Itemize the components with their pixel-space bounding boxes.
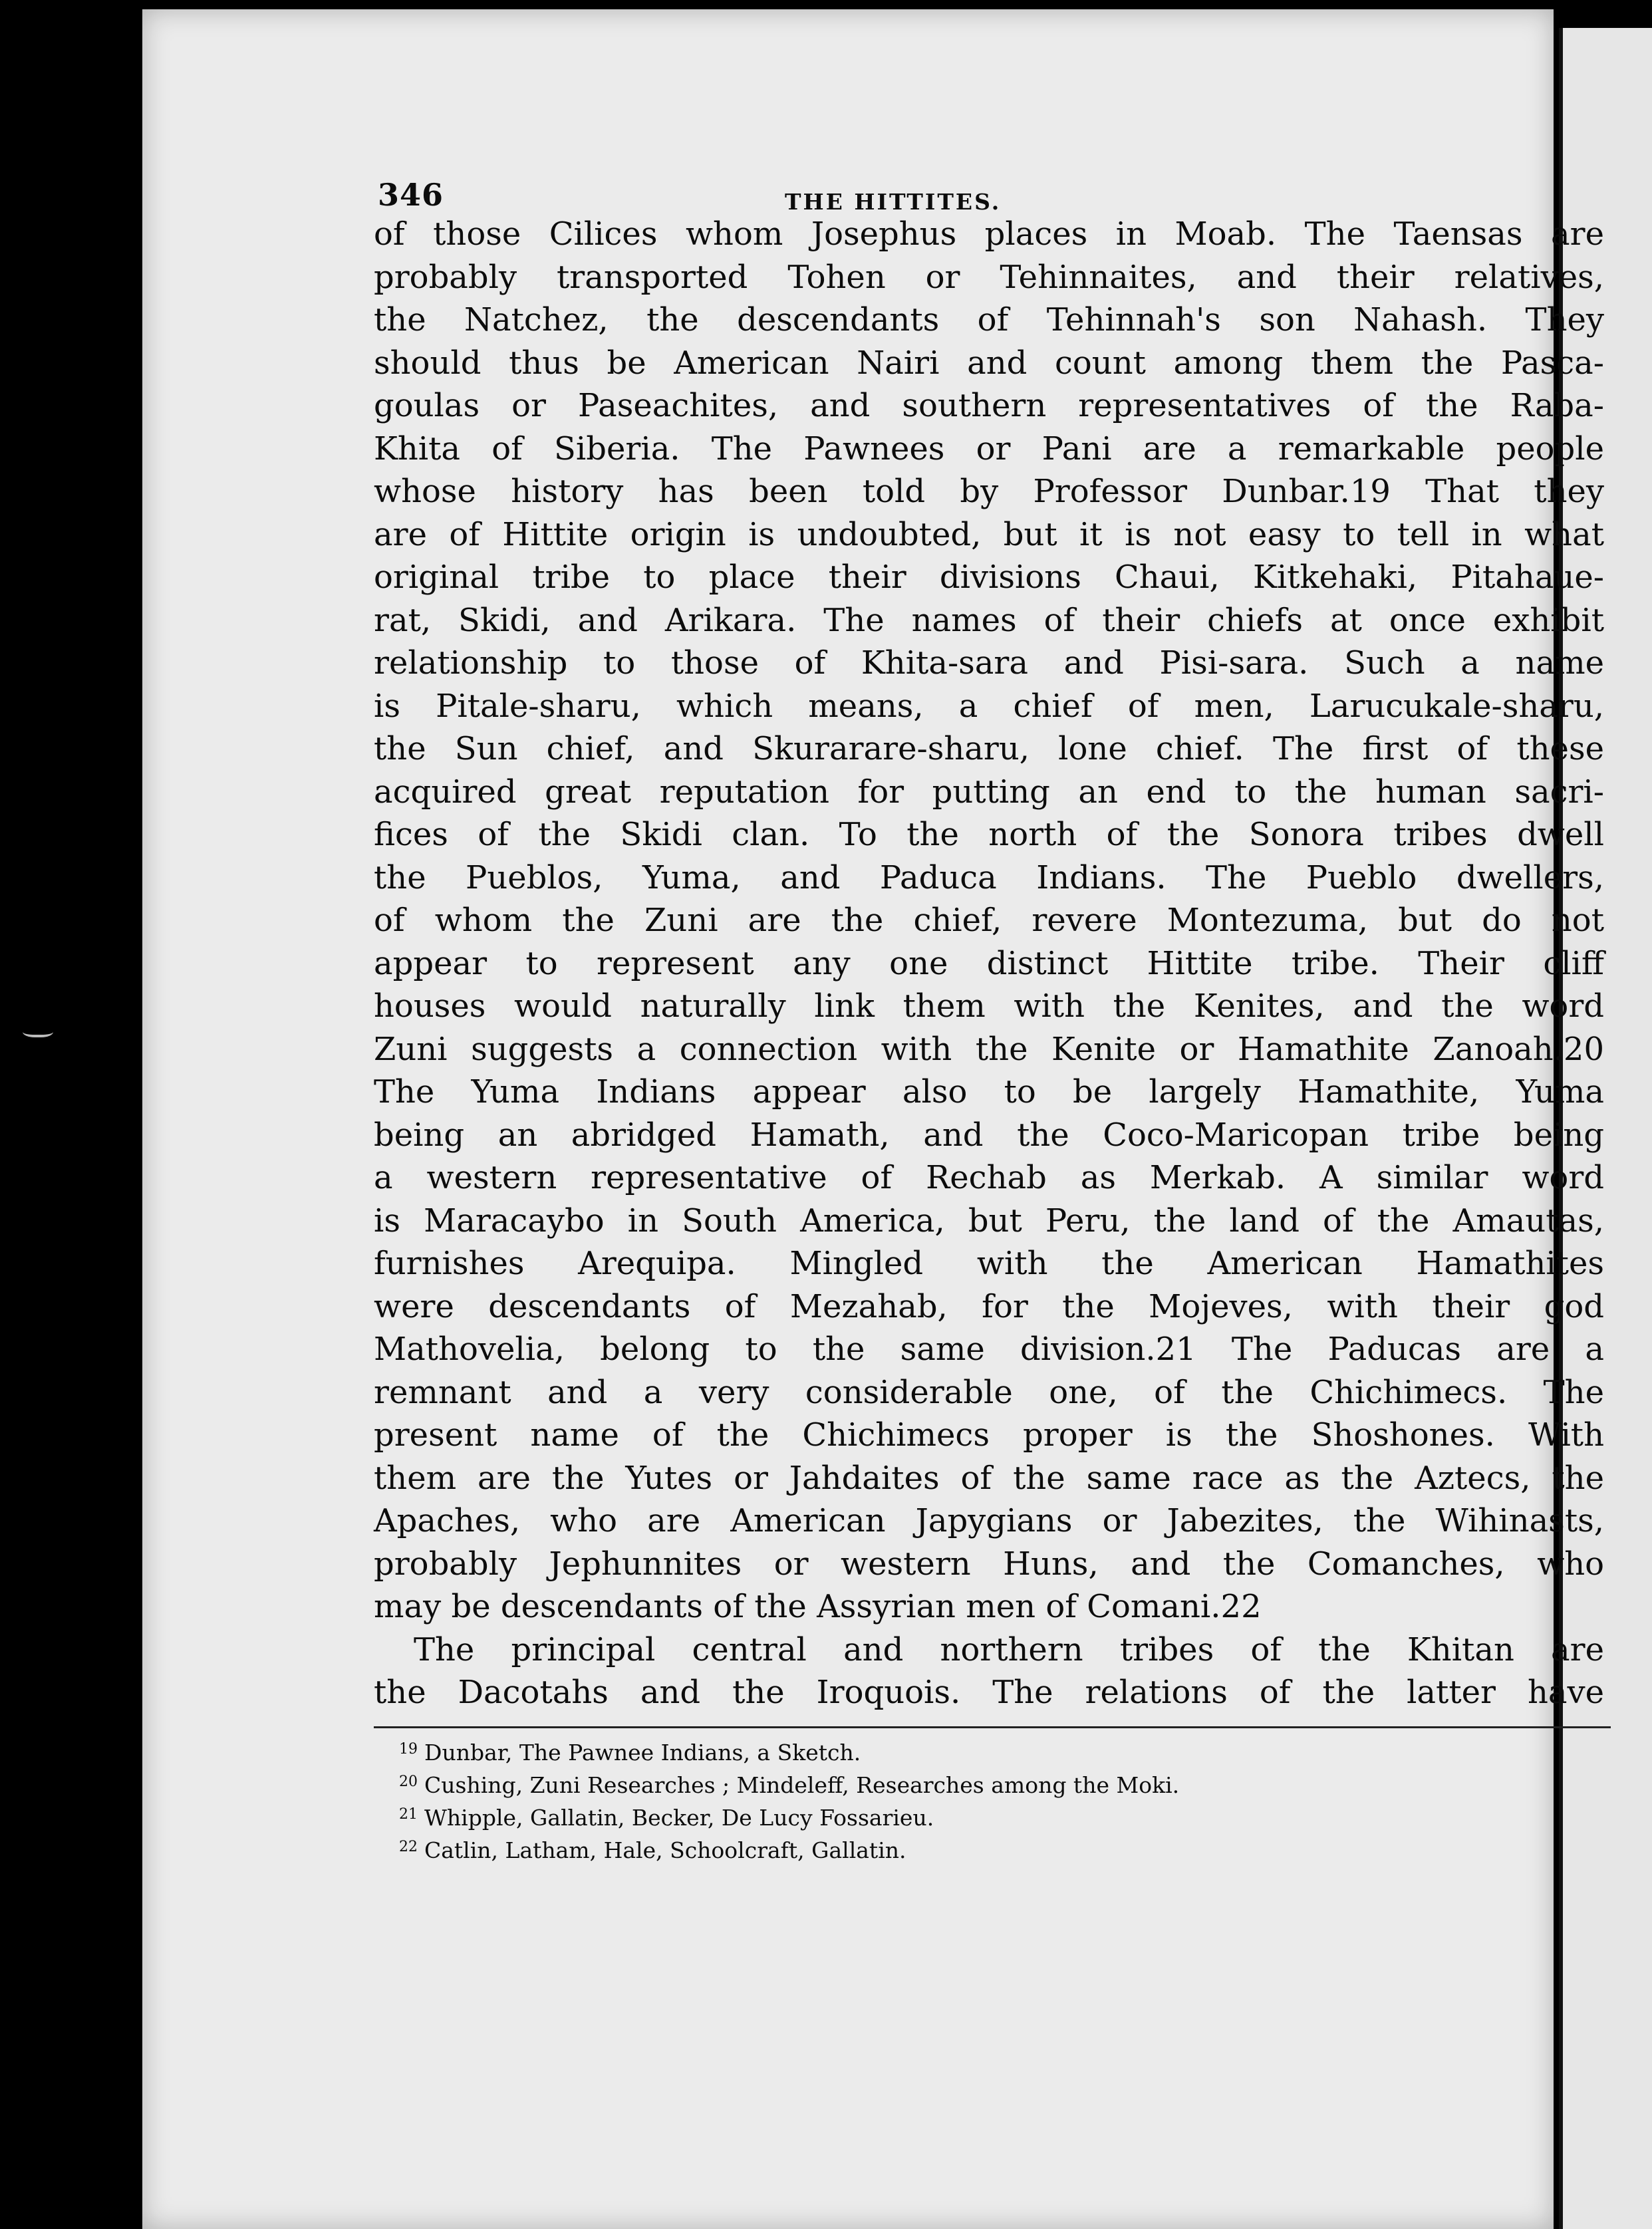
text-line: furnishes Arequipa. Mingled with the American Hamathites xyxy=(374,1245,1604,1282)
text-line: acquired great reputation for putting an end to the human sacri- xyxy=(374,773,1604,811)
text-line: may be descendants of the Assyrian men of Comani.22 xyxy=(374,1588,1262,1625)
page-content xyxy=(226,160,1604,1865)
text-line: goulas or Paseachites, and southern representatives of the Raba- xyxy=(374,387,1604,424)
text-line: probably transported Tohen or Tehinnaites, and their relatives, xyxy=(374,258,1604,296)
text-line: original tribe to place their divisions Chaui, Kitkehaki, Pitahaue- xyxy=(374,559,1604,596)
text-line: whose history has been told by Professor Dunbar.19 That they xyxy=(374,473,1604,510)
footnote-text: Whipple, Gallatin, Becker, De Lucy Fossarieu. xyxy=(424,1804,934,1831)
text-line: The Yuma Indians appear also to be largely Hamathite, Yuma xyxy=(374,1073,1604,1111)
text-line: are of Hittite origin is undoubted, but it is not easy to tell in what xyxy=(374,515,1604,553)
text-line: should thus be American Nairi and count among them the Pasca- xyxy=(374,344,1604,382)
text-line: is Maracaybo in South America, but Peru, the land of the Amautas, xyxy=(374,1202,1604,1240)
footnote-rule xyxy=(374,1726,1611,1728)
scan-artifact xyxy=(23,1024,53,1037)
text-line: probably Jephunnites or western Huns, and the Comanches, who xyxy=(374,1545,1604,1583)
text-line: is Pitale-sharu, which means, a chief of men, Larucukale-sharu, xyxy=(374,687,1604,725)
footnotes xyxy=(226,1735,1383,1865)
text-line: houses would naturally link them with the Kenites, and the word xyxy=(374,987,1604,1025)
footnote-text: Dunbar, The Pawnee Indians, a Sketch. xyxy=(424,1739,861,1766)
text-line: the Natchez, the descendants of Tehinnah's son Nahash. They xyxy=(374,301,1604,338)
text-line: were descendants of Mezahab, for the Mojeves, with their god xyxy=(374,1287,1604,1325)
text-line: Apaches, who are American Japygians or Jabezites, the Wihinasts, xyxy=(374,1502,1604,1539)
text-line: The principal central and northern tribes of the Khitan are xyxy=(414,1631,1604,1668)
running-title: THE HITTITES. xyxy=(785,189,1002,215)
text-line: of those Cilices whom Josephus places in Moab. The Taensas are xyxy=(374,215,1604,253)
footnote xyxy=(399,1800,1383,1833)
text-line: rat, Skidi, and Arikara. The names of their chiefs at once exhibit xyxy=(374,601,1604,639)
footnote xyxy=(399,1833,1383,1865)
running-head xyxy=(226,160,1383,213)
text-line: being an abridged Hamath, and the Coco-Maricopan tribe being xyxy=(374,1116,1604,1154)
body-text xyxy=(226,213,1604,1714)
footnote-number: 22 xyxy=(399,1838,418,1855)
text-line: present name of the Chichimecs proper is the Shoshones. With xyxy=(374,1416,1604,1454)
text-line: relationship to those of Khita-sara and Pisi-sara. Such a name xyxy=(374,644,1604,682)
text-line: the Dacotahs and the Iroquois. The relations of the latter have xyxy=(374,1674,1604,1711)
text-line: the Sun chief, and Skurarare-sharu, lone chief. The first of these xyxy=(374,730,1604,767)
footnote-number: 19 xyxy=(399,1740,418,1758)
text-line: remnant and a very considerable one, of the Chichimecs. The xyxy=(374,1373,1604,1411)
text-line: the Pueblos, Yuma, and Paduca Indians. The Pueblo dwellers, xyxy=(374,858,1604,896)
page-number: 346 xyxy=(378,177,444,213)
text-line: Mathovelia, belong to the same division.21 The Paducas are a xyxy=(374,1331,1604,1368)
text-line: them are the Yutes or Jahdaites of the same race as the Aztecs, the xyxy=(374,1459,1604,1497)
footnote-text: Catlin, Latham, Hale, Schoolcraft, Gallatin. xyxy=(424,1837,906,1863)
text-line: Zuni suggests a connection with the Kenite or Hamathite Zanoah.20 xyxy=(374,1030,1604,1068)
text-line: fices of the Skidi clan. To the north of the Sonora tribes dwell xyxy=(374,816,1604,853)
footnote-number: 20 xyxy=(399,1773,418,1790)
footnote-text: Cushing, Zuni Researches ; Mindeleff, Researches among the Moki. xyxy=(424,1771,1180,1798)
text-line: appear to represent any one distinct Hittite tribe. Their cliff xyxy=(374,944,1604,982)
footnote xyxy=(399,1735,1383,1768)
text-line: Khita of Siberia. The Pawnees or Pani are a remarkable people xyxy=(374,430,1604,467)
footnote xyxy=(399,1768,1383,1800)
text-line: a western representative of Rechab as Merkab. A similar word xyxy=(374,1159,1604,1196)
footnote-number: 21 xyxy=(399,1805,418,1823)
text-line: of whom the Zuni are the chief, revere Montezuma, but do not xyxy=(374,902,1604,939)
